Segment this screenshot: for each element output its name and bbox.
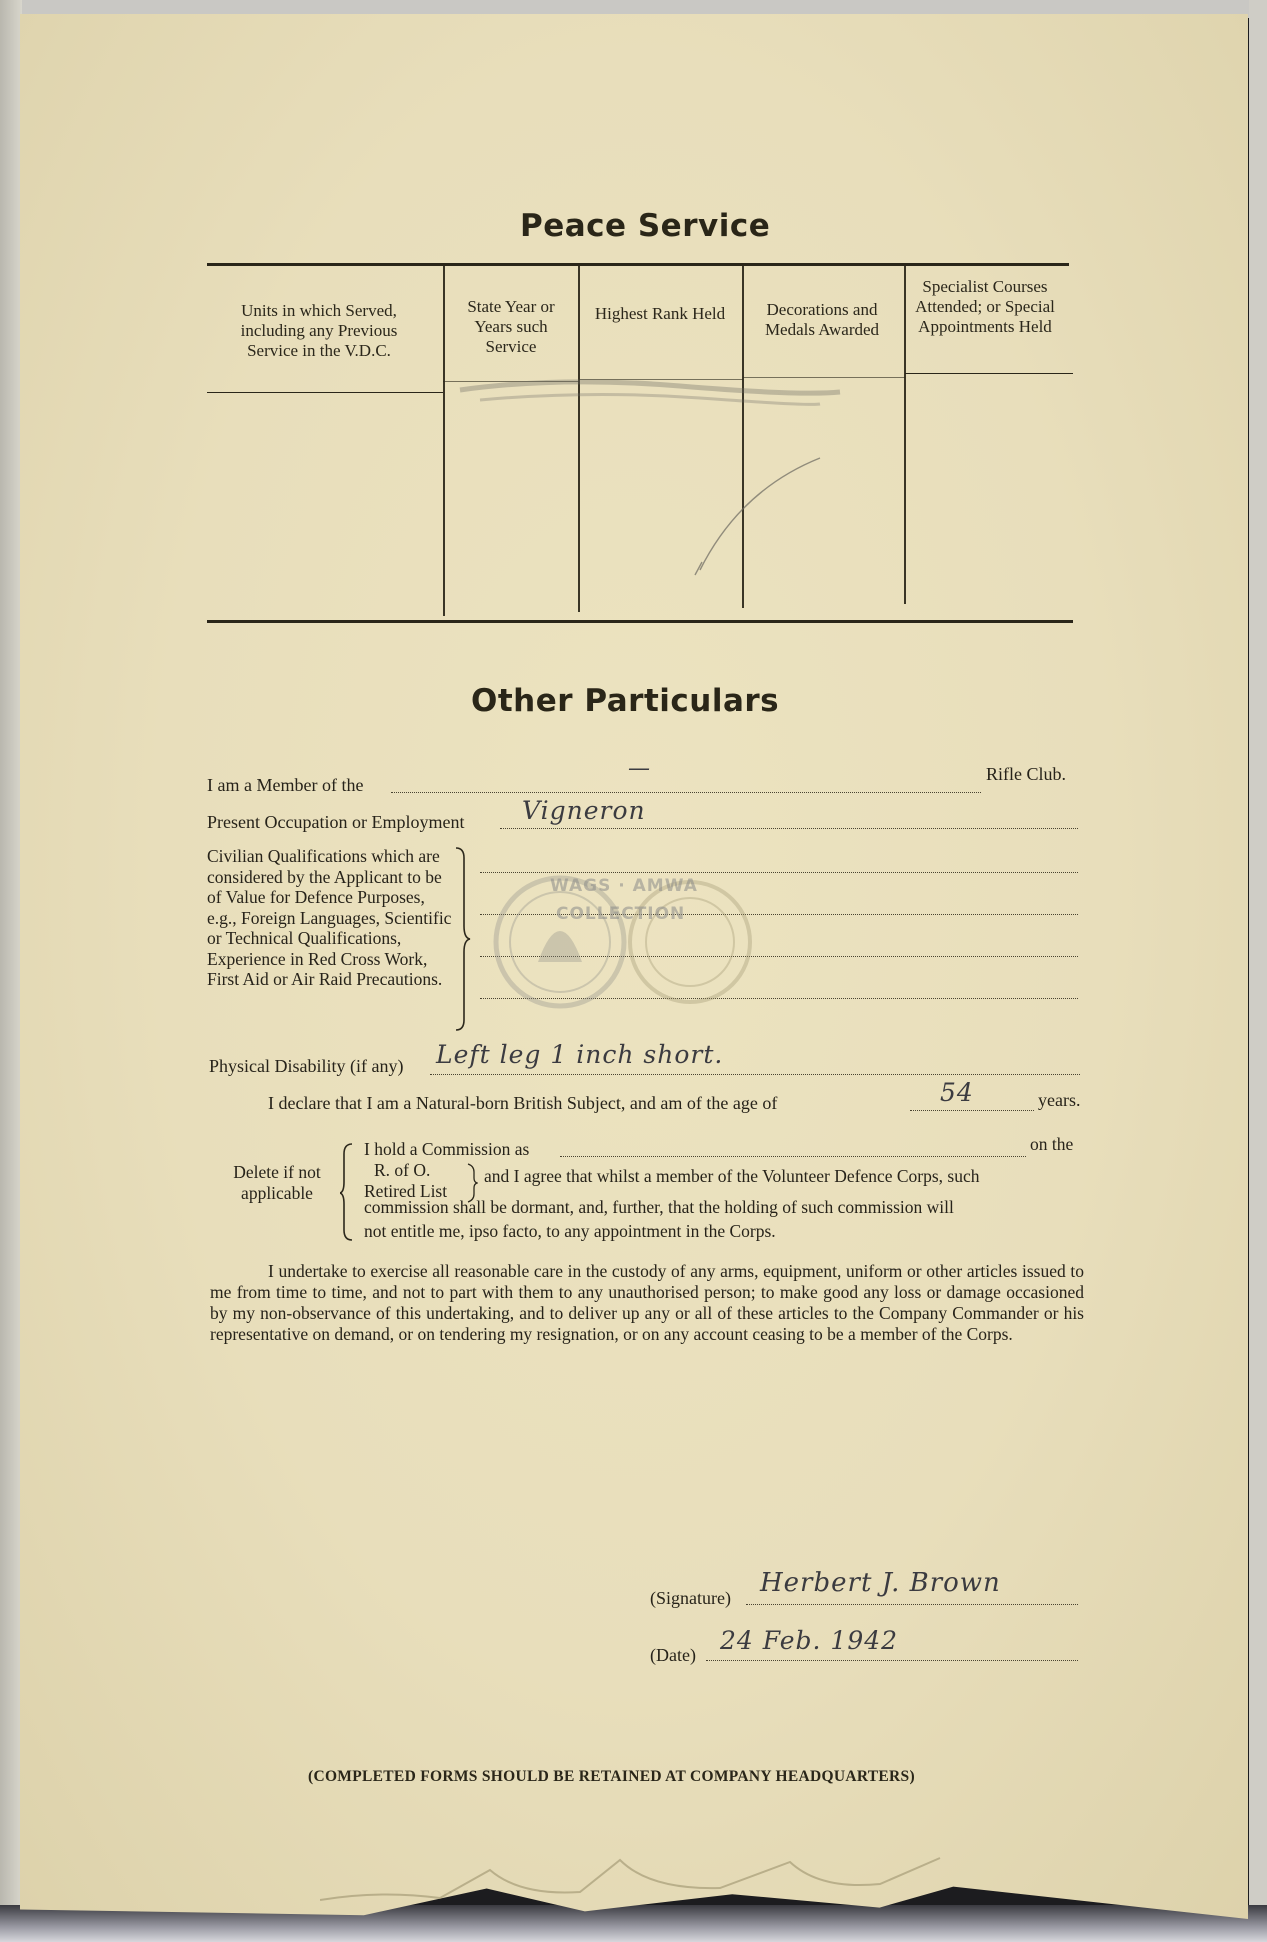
watermark-text-line2: COLLECTION <box>556 904 686 924</box>
commission-agree-text: and I agree that whilst a member of the Volunteer Defence Corps, such <box>484 1166 980 1186</box>
delete-if-not-applicable: Delete if not applicable <box>233 1162 321 1203</box>
commission-label: I hold a Commission as <box>364 1139 530 1159</box>
signature-field-line[interactable] <box>746 1604 1078 1605</box>
date-field-line[interactable] <box>706 1660 1078 1661</box>
col-specialist-header: Specialist Courses Attended; or Special Appointments Held <box>915 277 1055 336</box>
commission-entitle-text: not entitle me, ipso facto, to any appointment in the Corps. <box>364 1221 776 1241</box>
pencil-strike-marks <box>440 370 860 600</box>
commission-on-the: on the <box>1030 1134 1074 1154</box>
civilian-qualifications-label: Civilian Qualifications which are considered by the Applicant to be of Value for Defence Purposes, e.g., Foreign Languages, Scientific or Technical Qualifications, Experience in Red Cross Work, First Aid or Air Raid Precautions. <box>207 846 452 989</box>
commission-field-line[interactable] <box>560 1156 1026 1157</box>
col-units-header: Units in which Served, including any Previous Service in the V.D.C. <box>240 301 398 360</box>
table-divider-4 <box>904 266 906 604</box>
header-rule-5 <box>905 373 1073 374</box>
col-years-header: State Year or Years such Service <box>467 297 555 356</box>
declaration-label: I declare that I am a Natural-born British Subject, and am of the age of <box>268 1093 778 1113</box>
occupation-label: Present Occupation or Employment <box>207 812 465 832</box>
commission-brace-left <box>340 1142 356 1242</box>
scan-backdrop-left <box>0 0 22 1942</box>
occupation-field-value: Vigneron <box>522 796 646 825</box>
commission-retired-list: Retired List <box>364 1181 448 1201</box>
table-top-rule <box>207 263 1069 266</box>
age-field-line[interactable] <box>910 1110 1034 1111</box>
signature-label: (Signature) <box>650 1588 731 1608</box>
date-label: (Date) <box>650 1645 696 1665</box>
disability-label: Physical Disability (if any) <box>209 1056 404 1076</box>
disability-field-line[interactable] <box>430 1074 1080 1075</box>
scan-backdrop-right <box>1249 0 1267 1942</box>
member-suffix: Rifle Club. <box>986 764 1066 784</box>
commission-dormant-text: commission shall be dormant, and, further, that the holding of such commission will <box>364 1197 954 1217</box>
undertaking-paragraph: I undertake to exercise all reasonable care in the custody of any arms, equipment, uniform or other articles issued to me from time to time, and not to part with them to any unauthorised person; to make good any loss or damage occasioned by my non-observance of this undertaking, and to deliver up any or all of these articles to the Company Commander or his representative on demand, or on tendering my resignation, or on any account ceasing to be a member of the Corps. <box>210 1261 1084 1344</box>
signature-value: Herbert J. Brown <box>760 1568 1001 1598</box>
col-decorations-header: Decorations and Medals Awarded <box>764 300 880 339</box>
peace-service-title: Peace Service <box>520 208 771 244</box>
date-value: 24 Feb. 1942 <box>720 1626 899 1655</box>
member-field-line[interactable] <box>391 792 981 793</box>
other-particulars-title: Other Particulars <box>471 683 780 719</box>
member-field-value: — <box>628 756 651 781</box>
torn-paper-edge <box>320 1850 960 1920</box>
member-label: I am a Member of the <box>207 775 364 795</box>
declaration-suffix: years. <box>1038 1090 1081 1110</box>
age-field-value: 54 <box>940 1078 974 1107</box>
footer-instruction: (COMPLETED FORMS SHOULD BE RETAINED AT COMPANY HEADQUARTERS) <box>308 1768 915 1785</box>
table-bottom-rule <box>207 620 1073 623</box>
watermark-text-line1: WAGS · AMWA <box>550 876 698 896</box>
col-rank-header: Highest Rank Held <box>594 304 726 323</box>
occupation-field-line[interactable] <box>500 828 1078 829</box>
commission-r-of-o: R. of O. <box>374 1160 431 1180</box>
header-rule-1 <box>207 392 443 393</box>
disability-field-value: Left leg 1 inch short. <box>436 1040 724 1069</box>
civilian-brace <box>452 846 472 1032</box>
